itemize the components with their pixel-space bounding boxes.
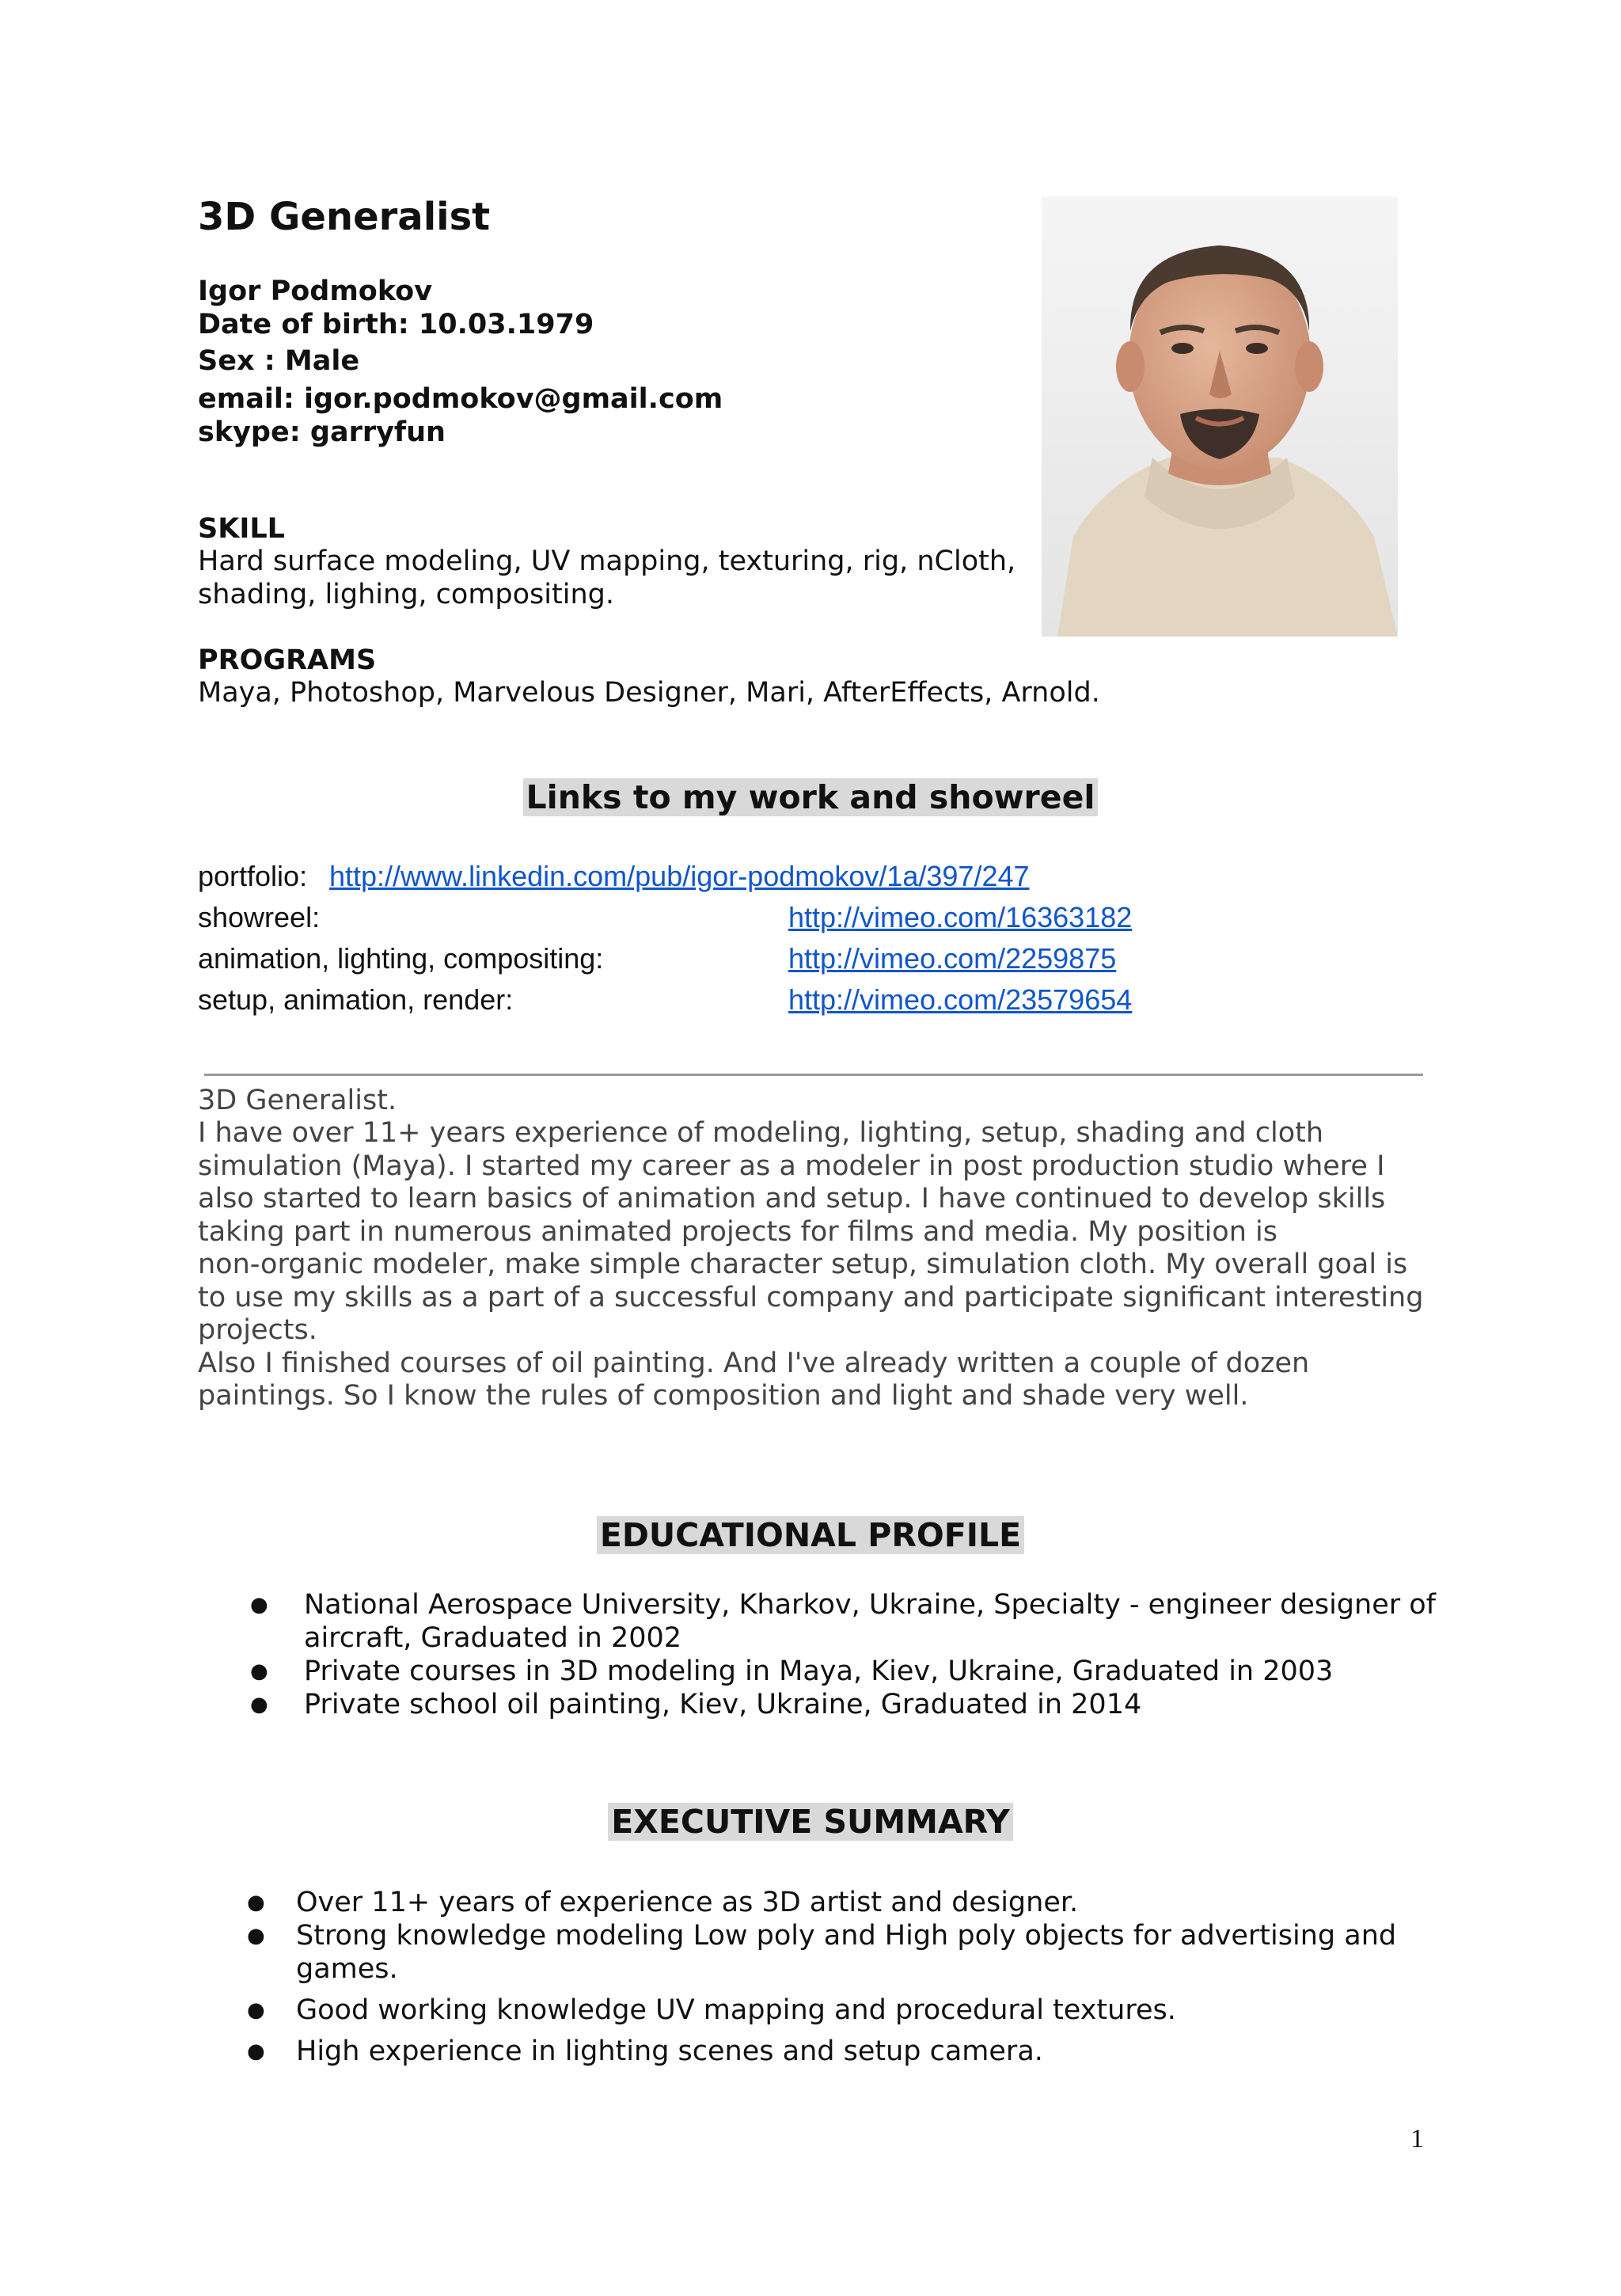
link-label-animation: animation, lighting, compositing: xyxy=(198,942,604,975)
education-item-line: Private courses in 3D modeling in Maya, Kiev, Ukraine, Graduated in 2003 xyxy=(304,1655,1334,1687)
bullet-icon: ● xyxy=(250,1593,268,1617)
skype: skype: garryfun xyxy=(198,416,446,448)
summary-line: projects. xyxy=(198,1314,317,1346)
list-item xyxy=(198,1886,1433,1919)
summary-line: to use my skills as a part of a successful company and participate significant interesting xyxy=(198,1282,1424,1313)
showreel-link[interactable]: http://vimeo.com/16363182 xyxy=(788,901,1133,933)
link-label-showreel: showreel: xyxy=(198,901,321,933)
education-heading-text: EDUCATIONAL PROFILE xyxy=(597,1516,1024,1554)
animation-link[interactable]: http://vimeo.com/2259875 xyxy=(788,942,1117,975)
links-heading xyxy=(0,776,1621,819)
list-item xyxy=(198,1655,1433,1688)
bullet-icon: ● xyxy=(247,2039,265,2063)
bullet-icon: ● xyxy=(247,1924,265,1948)
section-divider xyxy=(204,1074,1423,1076)
portfolio-link[interactable]: http://www.linkedin.com/pub/igor-podmokov/1a/397/247 xyxy=(329,860,1030,892)
skill-label: SKILL xyxy=(198,513,285,545)
summary-line: also started to learn basics of animation and setup. I have continued to develop skills xyxy=(198,1183,1386,1215)
education-item-line: Private school oil painting, Kiev, Ukraine, Graduated in 2014 xyxy=(304,1689,1142,1720)
education-item-line: National Aerospace University, Kharkov, Ukraine, Specialty - engineer designer of xyxy=(304,1589,1436,1621)
date-of-birth: Date of birth: 10.03.1979 xyxy=(198,309,594,340)
summary-line: Also I finished courses of oil painting. And I've already written a couple of dozen xyxy=(198,1348,1310,1379)
list-item xyxy=(198,1688,1433,1721)
bullet-icon: ● xyxy=(250,1693,268,1716)
setup-link[interactable]: http://vimeo.com/23579654 xyxy=(788,983,1133,1016)
list-item xyxy=(198,1994,1433,2027)
list-item xyxy=(198,1588,1436,1655)
bullet-icon: ● xyxy=(247,1998,265,2022)
portrait-illustration xyxy=(1042,196,1398,637)
list-item xyxy=(198,2035,1433,2068)
programs-label: PROGRAMS xyxy=(198,644,377,676)
education-item-line: aircraft, Graduated in 2002 xyxy=(304,1622,682,1654)
executive-item-line: games. xyxy=(296,1953,398,1985)
page-number: 1 xyxy=(1410,2124,1424,2153)
summary-line: 3D Generalist. xyxy=(198,1085,397,1116)
candidate-name: Igor Podmokov xyxy=(198,276,433,307)
executive-item-line: Strong knowledge modeling Low poly and High poly objects for advertising and xyxy=(296,1920,1397,1952)
email: email: igor.podmokov@gmail.com xyxy=(198,383,723,415)
executive-heading xyxy=(0,1800,1621,1843)
executive-item-line: Good working knowledge UV mapping and procedural textures. xyxy=(296,1994,1176,2026)
summary-line: simulation (Maya). I started my career as a modeler in post production studio where I xyxy=(198,1150,1385,1182)
summary-line: I have over 11+ years experience of modeling, lighting, setup, shading and cloth xyxy=(198,1117,1324,1149)
list-item xyxy=(198,1919,1433,1986)
executive-item-line: Over 11+ years of experience as 3D artist and designer. xyxy=(296,1887,1079,1918)
programs-text: Maya, Photoshop, Marvelous Designer, Mari, AfterEffects, Arnold. xyxy=(198,677,1100,709)
sex: Sex : Male xyxy=(198,345,360,377)
executive-heading-text: EXECUTIVE SUMMARY xyxy=(608,1803,1012,1841)
skill-line-1: Hard surface modeling, UV mapping, texturing, rig, nCloth, xyxy=(198,545,1016,577)
summary-line: non-organic modeler, make simple character setup, simulation cloth. My overall goal is xyxy=(198,1249,1408,1280)
profile-photo xyxy=(1042,196,1398,637)
links-heading-text: Links to my work and showreel xyxy=(523,778,1099,816)
link-label-portfolio: portfolio: xyxy=(198,860,308,892)
summary-line: taking part in numerous animated projects for films and media. My position is xyxy=(198,1216,1277,1248)
executive-item-line: High experience in lighting scenes and setup camera. xyxy=(296,2036,1043,2067)
bullet-icon: ● xyxy=(247,1891,265,1914)
skill-line-2: shading, lighing, compositing. xyxy=(198,579,614,610)
summary-line: paintings. So I know the rules of composition and light and shade very well. xyxy=(198,1380,1249,1412)
link-label-setup: setup, animation, render: xyxy=(198,983,514,1016)
education-heading xyxy=(0,1514,1621,1557)
bullet-icon: ● xyxy=(250,1659,268,1683)
page-title: 3D Generalist xyxy=(198,195,491,239)
